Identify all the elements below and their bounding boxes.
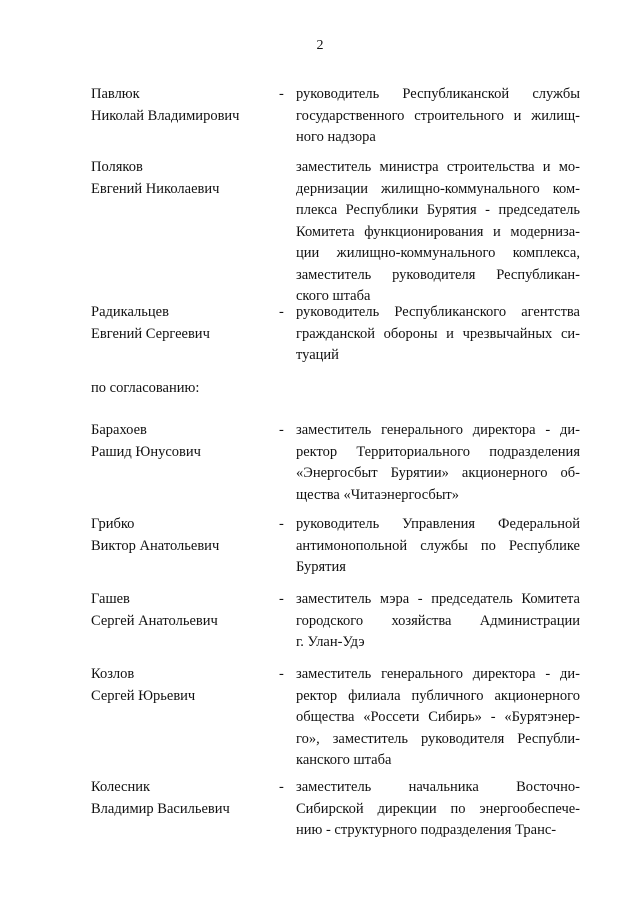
member-name-line: Виктор Анатольевич — [91, 537, 220, 554]
member-position-line: заместитель министра строительства и мо- — [296, 159, 580, 175]
member-name-line: Евгений Николаевич — [91, 180, 220, 197]
member-position — [296, 664, 580, 772]
member-position-line: ректор Территориального подразделения — [296, 443, 580, 460]
member-position — [296, 302, 580, 367]
member-name-line: Сергей Анатольевич — [91, 612, 218, 629]
dash-separator: - — [279, 591, 284, 607]
member-position-line: заместитель генерального директора - ди- — [296, 666, 580, 682]
member-position-line: го», заместитель руководителя Республи- — [296, 730, 580, 747]
page-number: 2 — [316, 38, 324, 53]
member-position-line: антимонопольной службы по Республике — [296, 537, 580, 554]
member-position-line: щества «Читаэнергосбыт» — [296, 486, 460, 503]
member-position-line: государственного строительного и жилищ- — [296, 107, 580, 124]
member-position-line: туаций — [296, 347, 339, 363]
member-name-line: Гашев — [91, 591, 130, 607]
member-position-line: заместитель начальника Восточно- — [296, 779, 580, 795]
member-position-line: ции жилищно-коммунального комплекса, — [296, 245, 580, 261]
member-position-line: ректор филиала публичного акционерного — [296, 687, 580, 704]
dash-separator: - — [279, 86, 284, 102]
member-name — [91, 589, 276, 632]
member-name — [91, 157, 276, 200]
member-name-line: Радикальцев — [91, 304, 169, 320]
member-position-line: Бурятия — [296, 559, 346, 575]
member-name-line: Грибко — [91, 516, 135, 532]
member-name-line: Евгений Сергеевич — [91, 325, 210, 342]
dash-separator: - — [279, 422, 284, 438]
member-position-line: городского хозяйства Администрации — [296, 612, 580, 629]
member-position — [296, 420, 580, 506]
dash-separator: - — [279, 304, 284, 320]
member-name — [91, 664, 276, 707]
member-name — [91, 302, 276, 345]
member-position-line: плекса Республики Бурятия - председатель — [296, 202, 580, 218]
member-name-line: Барахоев — [91, 422, 147, 438]
member-position-line: ского штаба — [296, 288, 371, 304]
member-position-line: заместитель генерального директора - ди- — [296, 422, 580, 438]
member-position — [296, 514, 580, 579]
member-name-line: Поляков — [91, 159, 143, 175]
member-position-line: дернизации жилищно-коммунального ком- — [296, 180, 580, 197]
dash-separator: - — [279, 516, 284, 532]
member-position — [296, 589, 580, 654]
member-position-line: «Энергосбыт Бурятии» акционерного об- — [296, 465, 580, 481]
member-position-line: общества «Россети Сибирь» - «Бурятэнер- — [296, 709, 580, 725]
member-name-line: Павлюк — [91, 86, 140, 102]
member-name-line: Владимир Васильевич — [91, 800, 230, 817]
member-name-line: Николай Владимирович — [91, 107, 240, 124]
member-position-line: г. Улан-Удэ — [296, 634, 365, 650]
member-name — [91, 514, 276, 557]
section-label: по согласованию: — [91, 380, 200, 396]
member-position-line: заместитель мэра - председатель Комитета — [296, 591, 580, 607]
member-name — [91, 84, 276, 127]
member-position-line: ного надзора — [296, 129, 376, 145]
member-position — [296, 157, 580, 308]
member-name — [91, 777, 276, 820]
dash-separator: - — [279, 779, 284, 795]
member-name — [91, 420, 276, 463]
member-position-line: руководитель Управления Федеральной — [296, 516, 580, 532]
member-position-line: Комитета функционирования и модерниза- — [296, 223, 580, 240]
member-position-line: заместитель руководителя Республикан- — [296, 266, 580, 283]
member-position-line: гражданской обороны и чрезвычайных си- — [296, 325, 580, 342]
dash-separator: - — [279, 666, 284, 682]
member-name-line: Рашид Юнусович — [91, 443, 201, 460]
member-name-line: Колесник — [91, 779, 151, 795]
member-position-line: Сибирской дирекции по энергообеспече- — [296, 800, 580, 817]
member-position — [296, 84, 580, 149]
member-name-line: Козлов — [91, 666, 135, 682]
member-position-line: канского штаба — [296, 752, 392, 768]
member-name-line: Сергей Юрьевич — [91, 687, 196, 704]
member-position — [296, 777, 580, 842]
member-position-line: руководитель Республиканской службы — [296, 86, 580, 102]
member-position-line: нию - структурного подразделения Транс- — [296, 822, 557, 838]
member-position-line: руководитель Республиканского агентства — [296, 304, 580, 320]
